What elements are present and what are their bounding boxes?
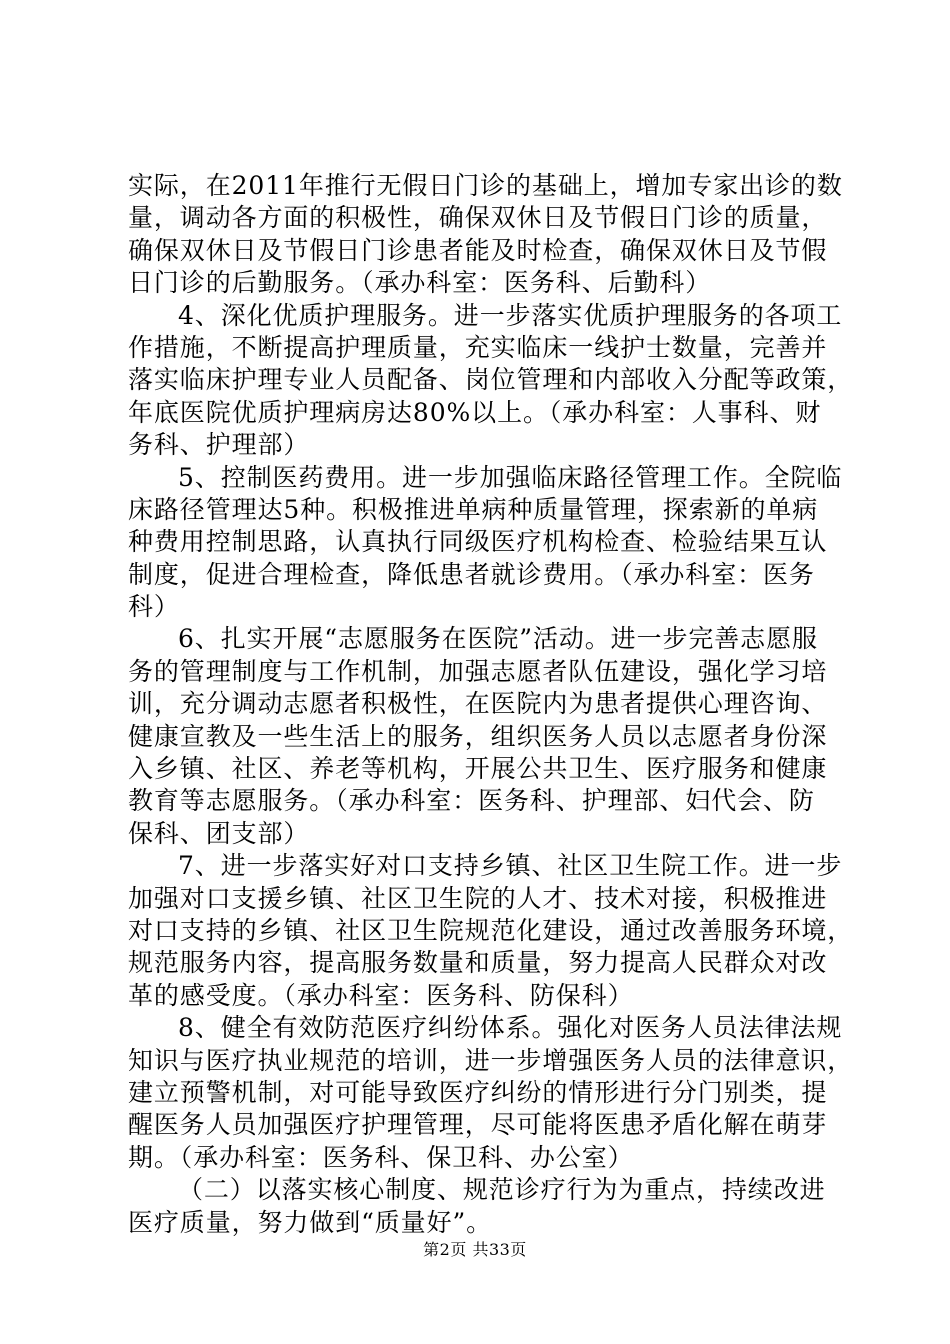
text-line: 教育等志愿服务。（承办科室：医务科、护理部、妇代会、防 xyxy=(128,786,815,816)
text-line: 落实临床护理专业人员配备、岗位管理和内部收入分配等政策， xyxy=(128,365,854,395)
text-line: 保科、团支部） xyxy=(128,818,310,848)
text-line: 务的管理制度与工作机制，加强志愿者队伍建设，强化学习培 xyxy=(128,656,828,686)
text-line: 实际，在2011年推行无假日门诊的基础上，增加专家出诊的数 xyxy=(128,171,843,200)
section-heading-line: （二）以落实核心制度、规范诊疗行为为重点，持续改进 xyxy=(178,1175,826,1205)
paragraph-start-line: 7、进一步落实好对口支持乡镇、社区卫生院工作。进一步 xyxy=(178,851,843,881)
text-line: 醒医务人员加强医疗护理管理，尽可能将医患矛盾化解在萌芽 xyxy=(128,1110,828,1140)
text-line: 确保双休日及节假日门诊患者能及时检查，确保双休日及节假 xyxy=(128,235,828,265)
text-line: 科） xyxy=(128,592,180,622)
text-line: 量，调动各方面的积极性，确保双休日及节假日门诊的质量， xyxy=(128,203,828,233)
text-line: 训，充分调动志愿者积极性，在医院内为患者提供心理咨询、 xyxy=(128,689,828,719)
text-line: 期。（承办科室：医务科、保卫科、办公室） xyxy=(128,1142,634,1172)
page-number-footer: 第2页 共33页 xyxy=(423,1240,527,1259)
text-line: 建立预警机制，对可能导致医疗纠纷的情形进行分门别类，提 xyxy=(128,1077,828,1107)
text-line: 年底医院优质护理病房达80%以上。（承办科室：人事科、财 xyxy=(128,397,822,427)
paragraph-start-line: 4、深化优质护理服务。进一步落实优质护理服务的各项工 xyxy=(178,300,843,330)
text-line: 务科、护理部） xyxy=(128,430,310,460)
text-line: 制度，促进合理检查，降低患者就诊费用。（承办科室：医务 xyxy=(128,559,815,589)
paragraph-start-line: 6、扎实开展“志愿服务在医院”活动。进一步完善志愿服 xyxy=(178,624,818,654)
text-line: 加强对口支援乡镇、社区卫生院的人才、技术对接，积极推进 xyxy=(128,883,828,913)
body-text xyxy=(128,170,854,1239)
text-line: 医疗质量，努力做到“质量好”。 xyxy=(128,1207,493,1237)
text-line: 革的感受度。（承办科室：医务科、防保科） xyxy=(128,980,634,1010)
text-line: 种费用控制思路，认真执行同级医疗机构检查、检验结果互认 xyxy=(128,527,828,557)
text-line: 健康宣教及一些生活上的服务，组织医务人员以志愿者身份深 xyxy=(128,721,828,751)
text-line: 对口支持的乡镇、社区卫生院规范化建设，通过改善服务环境， xyxy=(128,915,854,945)
paragraph-start-line: 5、控制医药费用。进一步加强临床路径管理工作。全院临 xyxy=(178,462,843,492)
text-line: 日门诊的后勤服务。（承办科室：医务科、后勤科） xyxy=(128,268,712,298)
text-line: 知识与医疗执业规范的培训，进一步增强医务人员的法律意识， xyxy=(128,1045,854,1075)
text-line: 作措施，不断提高护理质量，充实临床一线护士数量，完善并 xyxy=(128,332,828,362)
text-line: 入乡镇、社区、养老等机构，开展公共卫生、医疗服务和健康 xyxy=(128,754,828,784)
text-line: 床路径管理达5种。积极推进单病种质量管理，探索新的单病 xyxy=(128,494,819,524)
paragraph-start-line: 8、健全有效防范医疗纠纷体系。强化对医务人员法律法规 xyxy=(178,1013,843,1043)
text-line: 规范服务内容，提高服务数量和质量，努力提高人民群众对改 xyxy=(128,948,828,978)
